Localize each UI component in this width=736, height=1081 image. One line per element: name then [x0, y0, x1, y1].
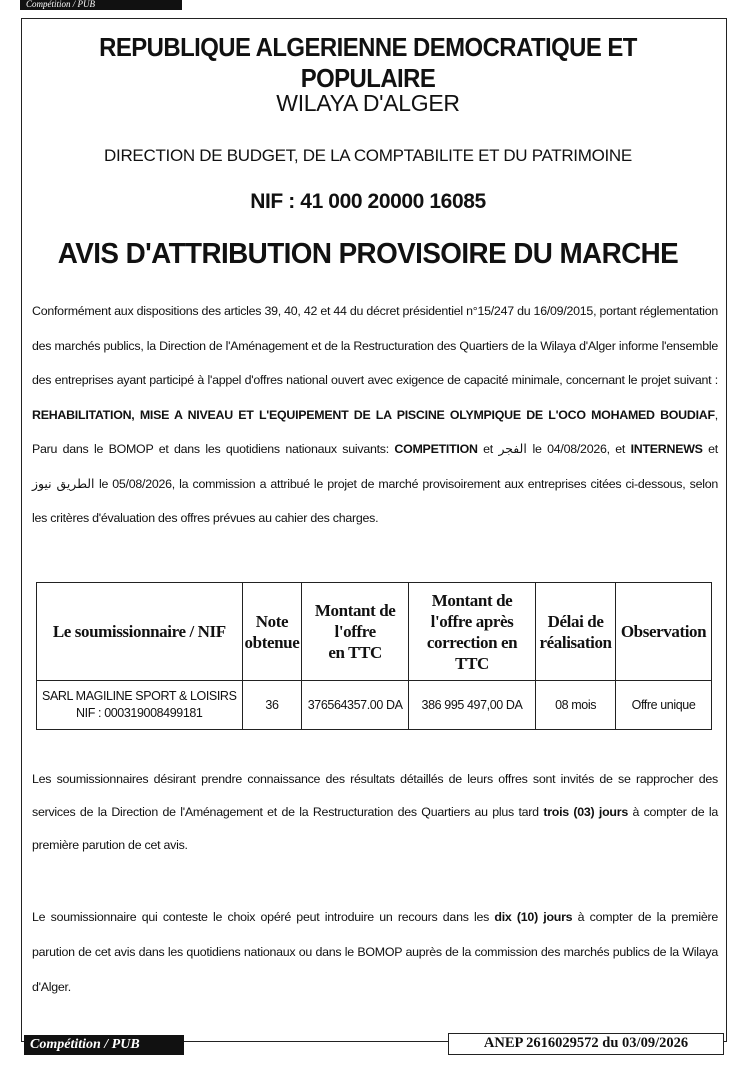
- newspaper-1: COMPETITION: [394, 442, 478, 456]
- header-note: Note obtenue: [242, 583, 302, 681]
- notice-title: AVIS D'ATTRIBUTION PROVISOIRE DU MARCHE: [57, 238, 679, 270]
- direction-heading: DIRECTION DE BUDGET, DE LA COMPTABILITE ET DU PATRIMOINE: [104, 146, 632, 165]
- cell-bidder: SARL MAGILINE SPORT & LOISIRS NIF : 000319008499181: [37, 681, 243, 730]
- intro-text-1: Conformément aux dispositions des articles 39, 40, 42 et 44 du décret présidentiel n°15/247 du 16/09/2015, portant réglementation des marchés publics, la Direction de l'Aménagement et de la Restructuration des Quartiers de la Wilaya d'Alger informe l'ensemble des entreprises ayant participé à l'appel d'offres national ouvert avec exigence de capacité minimale, concernant le projet suivant :: [32, 304, 718, 387]
- republic-heading: REPUBLIQUE ALGERIENNE DEMOCRATIQUE ET POPULAIRE: [99, 32, 637, 93]
- cell-delay: 08 mois: [536, 681, 616, 730]
- newspaper-2-arabic: الطريق نيوز: [32, 475, 95, 491]
- cell-corrected-amount: 386 995 497,00 DA: [408, 681, 535, 730]
- cell-observation: Offre unique: [616, 681, 712, 730]
- header-corrected-amount: Montant de l'offre après correction en TTC: [408, 583, 535, 681]
- newspaper-2: INTERNEWS: [630, 442, 703, 456]
- table-header-row: [37, 583, 712, 681]
- header-observation: Observation: [616, 583, 712, 681]
- footer-source-tab: Compétition / PUB: [24, 1035, 184, 1055]
- closing-paragraph-1: Les soumissionnaires désirant prendre connaissance des résultats détaillés de leurs offres sont invités de se rapprocher des services de la Direction de l'Aménagement et de la Restructuration des Quartiers au plus tard trois (03) jours à compter de la première parution de cet avis.: [32, 772, 718, 853]
- attribution-table: [36, 582, 712, 730]
- header-delay: Délai de réalisation: [536, 583, 616, 681]
- wilaya-heading: WILAYA D'ALGER: [276, 90, 460, 116]
- project-name: REHABILITATION, MISE A NIVEAU ET L'EQUIPEMENT DE LA PISCINE OLYMPIQUE DE L'OCO MOHAMED BOUDIAF: [32, 407, 715, 422]
- intro-paragraph: [32, 294, 718, 536]
- newspaper-1-arabic: الفجر: [498, 441, 527, 456]
- deadline-three-days: trois (03) jours: [543, 805, 628, 820]
- intro-et-1: et: [477, 442, 499, 456]
- cell-amount: 376564357.00 DA: [302, 681, 409, 730]
- cell-note: 36: [242, 681, 302, 730]
- deadline-ten-days: dix (10) jours: [494, 910, 573, 924]
- intro-text-3: le 05/08/2026, la commission a attribué le projet de marché provisoirement aux entreprises citées ci-dessous, selon les critères d'évaluation des offres prévues au cahier des charges.: [32, 476, 718, 525]
- header-amount: Montant de l'offre en TTC: [302, 583, 409, 681]
- top-source-tab: Compétition / PUB: [20, 0, 182, 10]
- intro-et-2: et: [702, 442, 718, 456]
- closing-paragraph-2: Le soumissionnaire qui conteste le choix opéré peut introduire un recours dans les dix (10) jours à compter de la première parution de cet avis dans les quotidiens nationaux ou dans le BOMOP auprès de la commission des marchés publics de la Wilaya d'Alger.: [32, 910, 718, 994]
- intro-text-2: , Paru dans le BOMOP et dans les quotidiens nationaux suivants:: [32, 407, 718, 456]
- intro-date-1: le 04/08/2026, et: [526, 442, 631, 456]
- header-bidder: Le soumissionnaire / NIF: [37, 583, 243, 681]
- nif-heading: NIF : 41 000 20000 16085: [250, 190, 486, 213]
- anep-reference: ANEP 2616029572 du 03/09/2026: [448, 1033, 724, 1055]
- table-row: [37, 681, 712, 730]
